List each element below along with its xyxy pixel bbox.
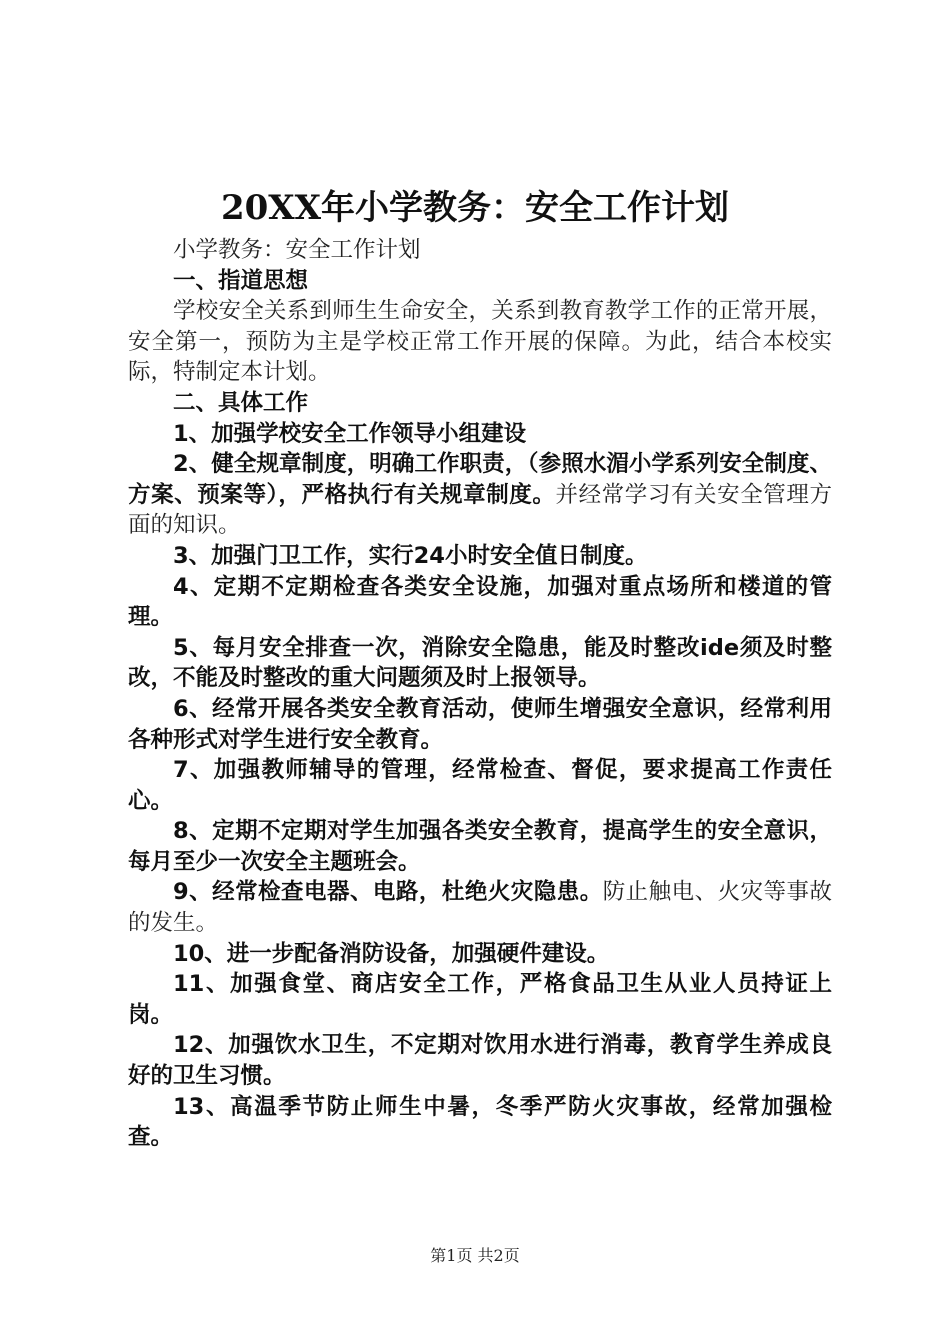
list-item-3: [128, 541, 832, 572]
list-item-1: [128, 419, 832, 450]
paragraph-text: 小学教务：安全工作计划: [173, 237, 421, 263]
list-item-5: [128, 633, 832, 694]
section-heading-tasks: [128, 388, 832, 419]
paragraph-text: 5、每月安全排查一次，消除安全隐患，能及时整改ide须及时整改，不能及时整改的重大问题须及时上报领导。: [128, 634, 832, 692]
paragraph-text: 4、定期不定期检查各类安全设施，加强对重点场所和楼道的管理。: [128, 573, 832, 631]
paragraph-text: 10、进一步配备消防设备，加强硬件建设。: [173, 940, 610, 967]
paragraph-text: 9、经常检查电器、电路，杜绝火灾隐患。: [173, 879, 603, 906]
paragraph-text: 11、加强食堂、商店安全工作，严格食品卫生从业人员持证上岗。: [128, 971, 832, 1028]
paragraph-intro: [128, 296, 832, 388]
paragraph-text: 2、健全规章制度，明确工作职责，（参照水湄小学系列安全制度、方案、预案等），严格执行有关规章制度。: [128, 451, 832, 508]
list-item-11: [128, 969, 832, 1030]
paragraph-text: 6、经常开展各类安全教育活动，使师生增强安全意识，经常利用各种形式对学生进行安全教育。: [128, 695, 832, 753]
paragraph-text: 12、加强饮水卫生，不定期对饮用水进行消毒，教育学生养成良好的卫生习惯。: [128, 1032, 832, 1090]
page-footer: 第1页 共2页: [430, 1246, 520, 1265]
list-item-6: [128, 694, 832, 755]
paragraph-tail: 并经常学习有关安全管理方面的知识。: [128, 481, 832, 539]
list-item-9: [128, 877, 832, 938]
paragraph-text: 7、加强教师辅导的管理，经常检查、督促，要求提高工作责任心。: [128, 757, 832, 814]
paragraph-text: 一、指道思想: [173, 267, 309, 294]
section-heading-guiding: [128, 266, 832, 297]
list-item-12: [128, 1030, 832, 1091]
page-title: 20XX年小学教务：安全工作计划: [220, 188, 730, 228]
paragraph-tail: 防止触电、火灾等事故的发生。: [128, 879, 832, 937]
list-item-7: [128, 755, 832, 816]
list-item-13: [128, 1092, 832, 1153]
paragraph-text: 二、具体工作: [173, 389, 309, 416]
list-item-2: [128, 449, 832, 541]
paragraph-subtitle: [128, 235, 832, 266]
paragraph-text: 13、高温季节防止师生中暑，冬季严防火灾事故，经常加强检查。: [128, 1093, 832, 1151]
list-item-10: [128, 939, 832, 970]
list-item-4: [128, 572, 832, 633]
document-body: [128, 235, 832, 1153]
paragraph-text: 8、定期不定期对学生加强各类安全教育，提高学生的安全意识，每月至少一次安全主题班会。: [128, 818, 832, 875]
paragraph-text: 3、加强门卫工作，实行24小时安全值日制度。: [173, 542, 648, 569]
paragraph-text: 学校安全关系到师生生命安全，关系到教育教学工作的正常开展，安全第一，预防为主是学校正常工作开展的保障。为此，结合本校实际，特制定本计划。: [128, 298, 832, 386]
paragraph-text: 1、加强学校安全工作领导小组建设: [173, 420, 527, 447]
list-item-8: [128, 816, 832, 877]
